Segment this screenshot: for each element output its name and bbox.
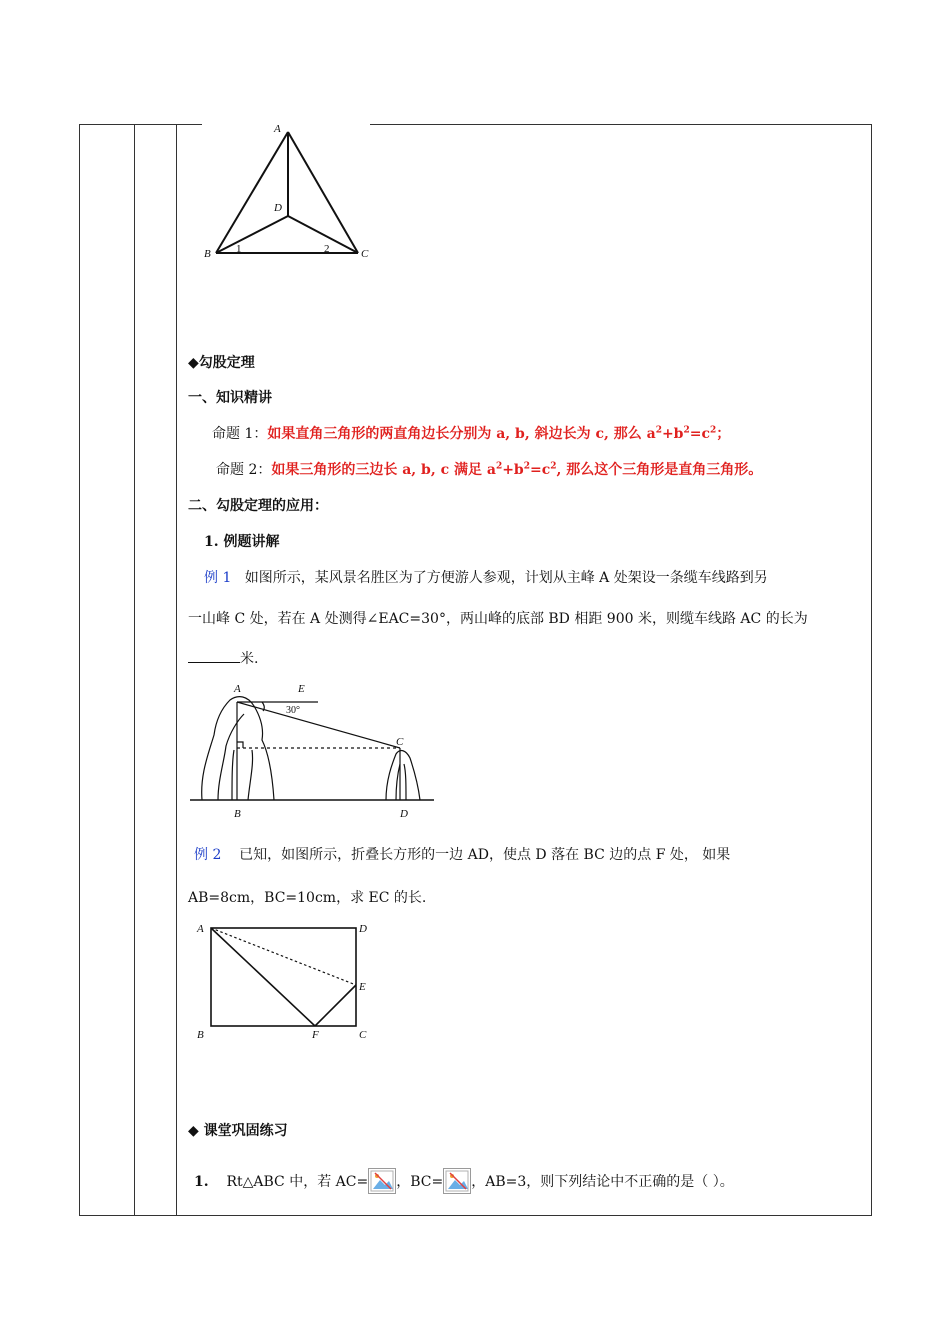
practice-heading: ◆ 课堂巩固练习 — [188, 1123, 288, 1139]
example-2-line-2: AB=8cm，BC=10cm，求 EC 的长. — [188, 890, 427, 906]
table-column-divider-2 — [176, 124, 177, 1216]
proposition-2-label: 命题 2： — [216, 462, 272, 478]
triangle-label-2: 2 — [324, 243, 330, 255]
rect-label-b: B — [197, 1029, 204, 1041]
example-2-line-1: 例 2 已知，如图所示，折叠长方形的一边 AD，使点 D 落在 BC 边的点 F 处， 如果 — [194, 847, 731, 863]
triangle-label-b: B — [204, 248, 211, 260]
example-1-line-2: 一山峰 C 处，若在 A 处测得∠EAC=30°，两山峰的底部 BD 相距 900 米，则缆车线路 AC 的长为 — [188, 611, 808, 627]
broken-image-icon — [443, 1168, 471, 1194]
cable-car-figure — [190, 680, 440, 820]
rect-label-f: F — [312, 1029, 319, 1041]
cable-label-d: D — [400, 808, 408, 820]
proposition-1 — [212, 425, 730, 443]
triangle-label-c: C — [361, 248, 369, 260]
proposition-2-text: 如果三角形的三边长 a, b, c 满足 $a^2+b^2=c^2$, 那么这个三角形是直角三角形。 — [271, 461, 763, 478]
section-heading: ◆勾股定理 — [188, 355, 255, 371]
example-2-label: 例 2 — [194, 847, 222, 863]
triangle-figure — [200, 120, 380, 265]
rect-label-e: E — [359, 981, 366, 993]
proposition-1-text: 如果直角三角形的两直角边长分别为 a, b, 斜边长为 c, 那么 $a^2+b^2=c^2$； — [267, 425, 731, 442]
cable-label-e: E — [298, 683, 305, 695]
broken-image-icon — [368, 1168, 396, 1194]
application-title: 二、勾股定理的应用： — [188, 498, 328, 514]
cable-label-c: C — [396, 736, 404, 748]
example-1-line-3: 米. — [188, 650, 258, 668]
rect-label-d: D — [359, 923, 367, 935]
rect-label-a: A — [197, 923, 204, 935]
cable-label-angle: 30° — [286, 705, 300, 716]
example-1-label: 例 1 — [204, 570, 232, 586]
triangle-label-a: A — [274, 123, 281, 135]
rect-label-c: C — [359, 1029, 367, 1041]
question-1-number: 1. — [194, 1174, 209, 1190]
proposition-2 — [216, 461, 762, 479]
cable-label-a: A — [234, 683, 241, 695]
proposition-1-label: 命题 1： — [212, 426, 268, 442]
triangle-label-1: 1 — [236, 243, 242, 255]
answer-blank[interactable] — [188, 650, 240, 663]
question-1: 1. Rt△ABC 中，若 AC= ，BC= ，AB=3，则下列结论中不正确的是（ ）。 — [194, 1168, 734, 1194]
folded-rectangle-figure — [195, 918, 375, 1043]
triangle-label-d: D — [274, 202, 282, 214]
example-1-line-1: 例 1 如图所示，某风景名胜区为了方便游人参观，计划从主峰 A 处架设一条缆车线路到另 — [204, 570, 768, 586]
cable-label-b: B — [234, 808, 241, 820]
table-frame — [79, 124, 872, 1216]
table-column-divider-1 — [134, 124, 135, 1216]
examples-subtitle: 1. 例题讲解 — [204, 534, 280, 550]
knowledge-title: 一、知识精讲 — [188, 390, 272, 406]
